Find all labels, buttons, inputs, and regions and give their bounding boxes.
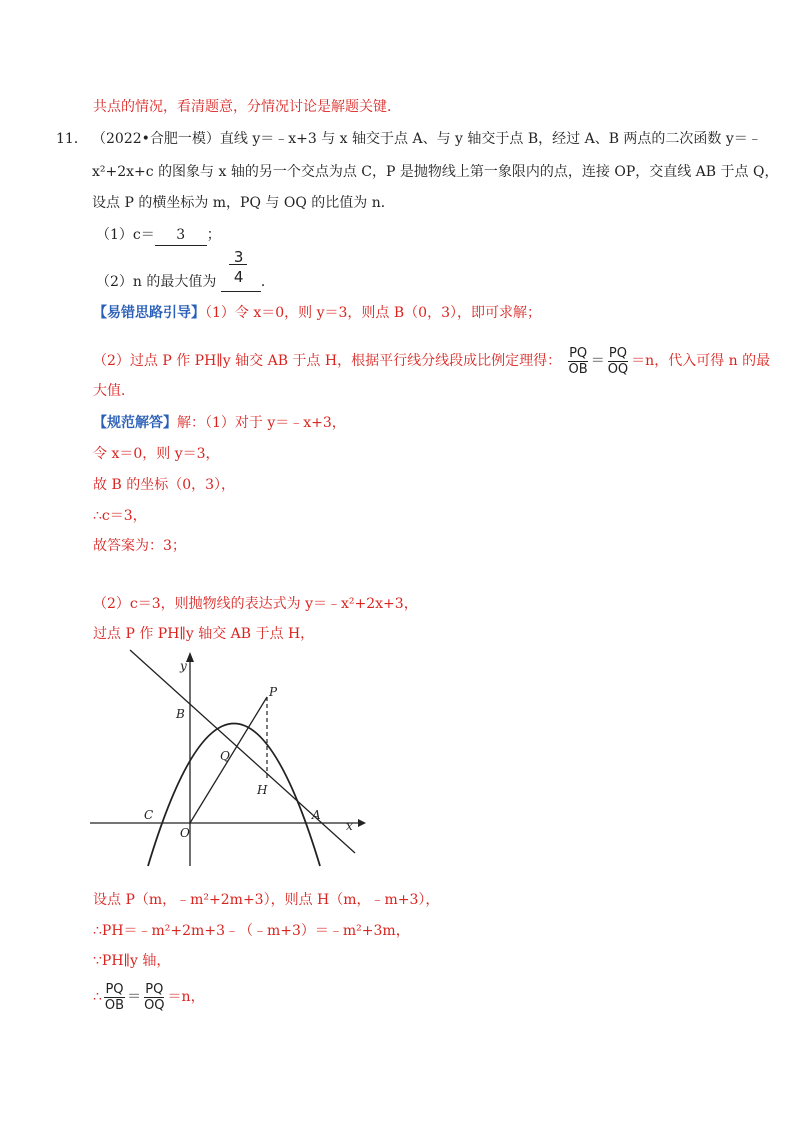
final-equals: ＝	[127, 989, 142, 1005]
hint-label: 【易错思路引导】	[93, 305, 205, 321]
label-c: C	[144, 808, 154, 822]
answer-numerator: 3	[233, 248, 244, 266]
question-2-answer	[221, 248, 261, 292]
final-frac2-num: PQ	[145, 981, 164, 997]
solution-line-1	[93, 413, 346, 433]
hint-line-3: 大值．	[93, 383, 135, 399]
solution-label: 【规范解答】	[93, 415, 177, 431]
solution-line-10: ∵PH∥y 轴，	[93, 953, 171, 969]
hint-frac2-num: PQ	[608, 345, 627, 361]
solution-line-5: 故答案为：3；	[93, 538, 186, 554]
solution-line-7: 过点 P 作 PH∥y 轴交 AB 于点 H，	[93, 626, 315, 642]
problem-number: 11．	[56, 131, 88, 147]
hint-equals: ＝	[590, 353, 605, 369]
question-1	[96, 225, 221, 246]
hint-fraction-pq-ob	[568, 346, 589, 377]
label-x: x	[346, 819, 353, 833]
hint-frac1-num: PQ	[569, 345, 588, 361]
label-h: H	[257, 783, 268, 797]
hint-line-1	[93, 303, 541, 323]
solution-line-2: 令 x＝0，则 y＝3，	[93, 446, 220, 462]
question-1-prefix: （1）c＝	[96, 227, 155, 243]
intro-line: 共点的情况，看清题意，分情况讨论是解题关键．	[93, 99, 401, 115]
answer-fraction-bar	[229, 264, 247, 265]
question-2	[96, 248, 275, 292]
parabola-curve	[148, 724, 320, 867]
problem-line-2: x²+2x+c 的图象与 x 轴的另一个交点为点 C，P 是抛物线上第一象限内的点，连接 OP，交直线 AB 于点 Q，	[92, 164, 779, 180]
label-p: P	[269, 685, 278, 699]
answer-denominator: 4	[233, 268, 244, 286]
therefore-symbol: ∴	[93, 989, 102, 1005]
solution-line-4: ∴c＝3，	[93, 508, 147, 524]
label-y: y	[180, 659, 187, 673]
question-2-suffix: ．	[260, 274, 275, 290]
label-b: B	[176, 707, 185, 721]
final-frac2-den: OQ	[144, 997, 165, 1013]
solution-final-line	[93, 980, 205, 1014]
label-a: A	[312, 808, 321, 822]
solution-line-8: 设点 P（m，﹣m²+2m+3），则点 H（m，﹣m+3），	[93, 892, 440, 908]
x-axis-arrow-icon	[358, 819, 366, 827]
solution-text-1: 解：（1）对于 y＝﹣x+3，	[177, 415, 346, 431]
question-2-prefix: （2）n 的最大值为	[96, 274, 217, 290]
final-frac1-den: OB	[104, 997, 125, 1013]
label-o: O	[180, 826, 190, 840]
label-q: Q	[220, 749, 230, 763]
question-1-answer: 3	[155, 225, 207, 246]
hint-frac1-den: OB	[568, 361, 588, 377]
final-fraction-pq-oq	[143, 982, 165, 1013]
y-axis-arrow-icon	[186, 652, 194, 662]
final-suffix: ＝n，	[167, 989, 205, 1005]
hint-fraction-pq-oq	[607, 346, 629, 377]
problem-line-3: 设点 P 的横坐标为 m，PQ 与 OQ 的比值为 n．	[92, 195, 395, 211]
solution-line-9: ∴PH＝﹣m²+2m+3﹣（﹣m+3）＝﹣m²+3m，	[93, 923, 410, 939]
hint-text-2: （2）过点 P 作 PH∥y 轴交 AB 于点 H，根据平行线分线段成比例定理得：	[93, 353, 562, 369]
hint-text-1: （1）令 x＝0，则 y＝3，则点 B（0，3），即可求解；	[205, 305, 541, 321]
final-fraction-pq-ob	[104, 982, 125, 1013]
problem-line-1: （2022•合肥一模）直线 y＝﹣x+3 与 x 轴交于点 A、与 y 轴交于点 B，经过 A、B 两点的二次函数 y＝﹣	[92, 131, 762, 147]
parabola-graph	[88, 648, 368, 870]
final-frac1-num: PQ	[105, 981, 124, 997]
hint-line-2	[93, 344, 770, 378]
hint-frac2-den: OQ	[607, 361, 629, 377]
solution-line-3: 故 B 的坐标（0，3），	[93, 477, 236, 493]
hint-text-2-end: ＝n，代入可得 n 的最	[631, 353, 771, 369]
solution-line-6: （2）c＝3，则抛物线的表达式为 y＝﹣x²+2x+3，	[93, 596, 418, 612]
question-1-suffix: ；	[206, 227, 221, 243]
